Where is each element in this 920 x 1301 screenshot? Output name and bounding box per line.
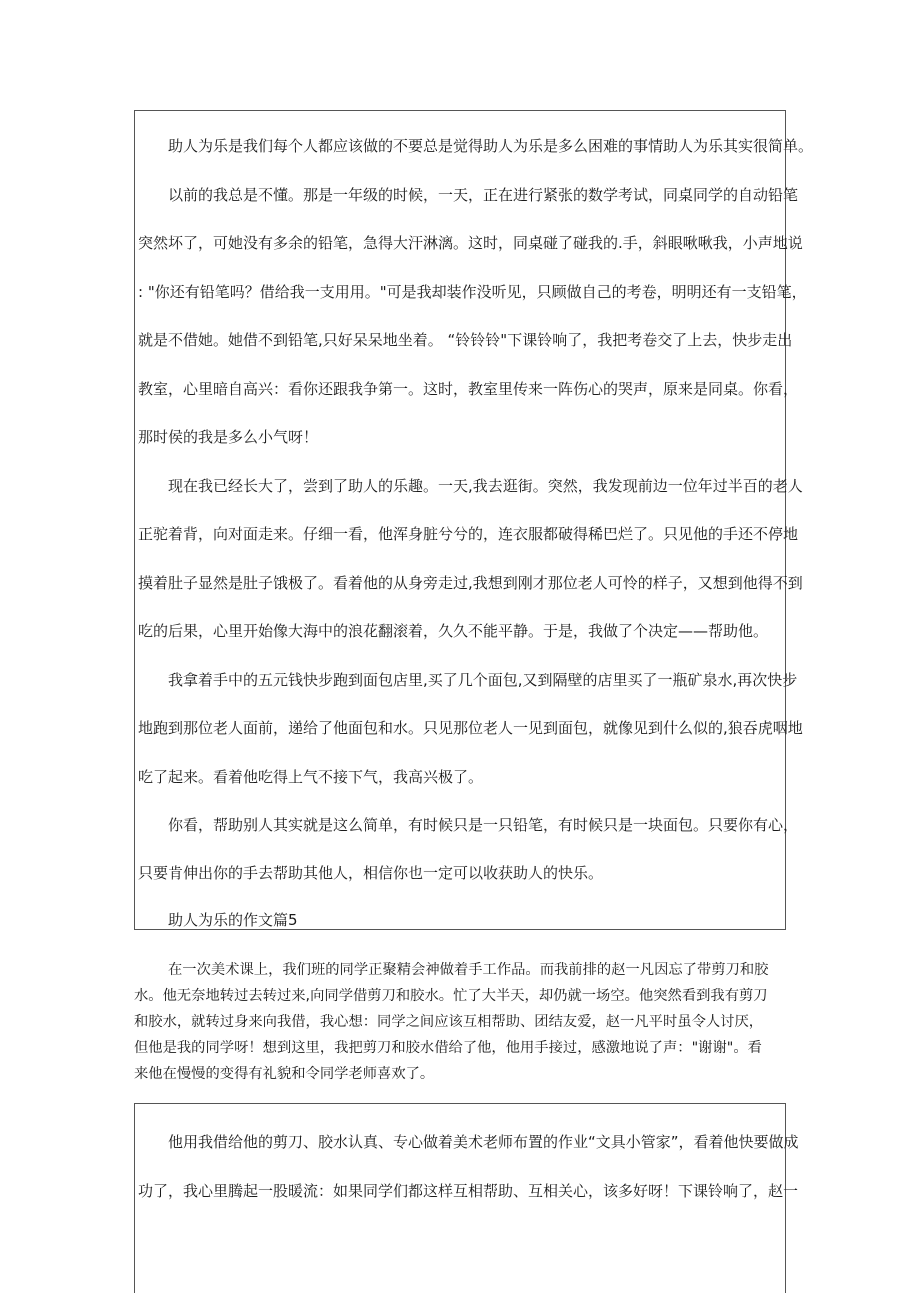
paragraph-line: 现在我已经长大了，尝到了助人的乐趣。一天,我去逛街。突然，我发现前边一位年过半百的老人 — [168, 477, 803, 495]
paragraph-line: 突然坏了，可她没有多余的铅笔，急得大汗淋漓。这时，同桌碰了碰我的.手，斜眼啾啾我，小声地说 — [138, 234, 803, 252]
paragraph-line: 功了，我心里腾起一股暖流：如果同学们都这样互相帮助、互相关心，该多好呀！下课铃响了，赵一 — [138, 1182, 799, 1200]
paragraph-line: 在一次美术课上，我们班的同学正聚精会神做着手工作品。而我前排的赵一凡因忘了带剪刀和胶 — [168, 962, 769, 978]
paragraph-line: 助人为乐是我们每个人都应该做的不要总是觉得助人为乐是多么困难的事情助人为乐其实很简单。 — [168, 137, 814, 155]
paragraph-line: 我拿着手中的五元钱快步跑到面包店里,买了几个面包,又到隔壁的店里买了一瓶矿泉水,再次快步 — [168, 671, 798, 689]
paragraph-line: 以前的我总是不懂。那是一年级的时候，一天，正在进行紧张的数学考试，同桌同学的自动铅笔 — [168, 186, 799, 204]
paragraph-line: 正驼着背，向对面走来。仔细一看，他浑身脏兮兮的，连衣服都破得稀巴烂了。只见他的手还不停地 — [138, 525, 799, 543]
paragraph-line: 就是不借她。她借不到铅笔,只好呆呆地坐着。 “铃铃铃"下课铃响了，我把考卷交了上去，快步走出 — [138, 331, 793, 349]
essay-free-paragraph — [134, 957, 786, 1087]
paragraph-line: 但他是我的同学呀！想到这里，我把剪刀和胶水借给了他，他用手接过，感激地说了声："谢谢"。看 — [134, 1040, 762, 1056]
paragraph-line: 只要肯伸出你的手去帮助其他人，相信你也一定可以收获助人的快乐。 — [138, 864, 604, 882]
paragraph-line: 和胶水，就转过身来向我借，我心想：同学之间应该互相帮助、团结友爱，赵一凡平时虽令人讨厌， — [134, 1014, 764, 1030]
paragraph-line: 吃的后果，心里开始像大海中的浪花翻滚着，久久不能平静。于是，我做了个决定——帮助他。 — [138, 622, 769, 640]
paragraph-line: 吃了起来。看着他吃得上气不接下气，我高兴极了。 — [138, 768, 484, 786]
paragraph-line: : "你还有铅笔吗？借给我一支用用。"可是我却装作没听见，只顾做自己的考卷，明明还有一支铅笔， — [138, 283, 807, 301]
paragraph-line: 来他在慢慢的变得有礼貌和令同学老师喜欢了。 — [134, 1066, 435, 1082]
essay-text-box-continued — [134, 1103, 799, 1293]
paragraph-line: 水。他无奈地转过去转过来,向同学借剪刀和胶水。忙了大半天，却仍就一场空。他突然看到我有剪刀 — [134, 988, 768, 1004]
essay-text-box — [134, 110, 814, 930]
paragraph-line: 你看，帮助别人其实就是这么简单，有时候只是一只铅笔，有时候只是一块面包。只要你有心， — [168, 816, 799, 834]
section-heading: 助人为乐的作文篇5 — [168, 911, 298, 929]
paragraph-line: 他用我借给他的剪刀、胶水认真、专心做着美术老师布置的作业“文具小管家”，看着他快要做成 — [168, 1133, 799, 1151]
paragraph-line: 教室，心里暗自高兴：看你还跟我争第一。这时，教室里传来一阵伤心的哭声，原来是同桌。你看， — [138, 380, 799, 398]
paragraph-line: 摸着肚子显然是肚子饿极了。看着他的从身旁走过,我想到刚才那位老人可怜的样子，又想到他得不到 — [138, 574, 803, 592]
paragraph-line: 地跑到那位老人面前，递给了他面包和水。只见那位老人一见到面包，就像见到什么似的,狼吞虎咽地 — [138, 719, 803, 737]
paragraph-line: 那时侯的我是多么小气呀！ — [138, 428, 319, 446]
